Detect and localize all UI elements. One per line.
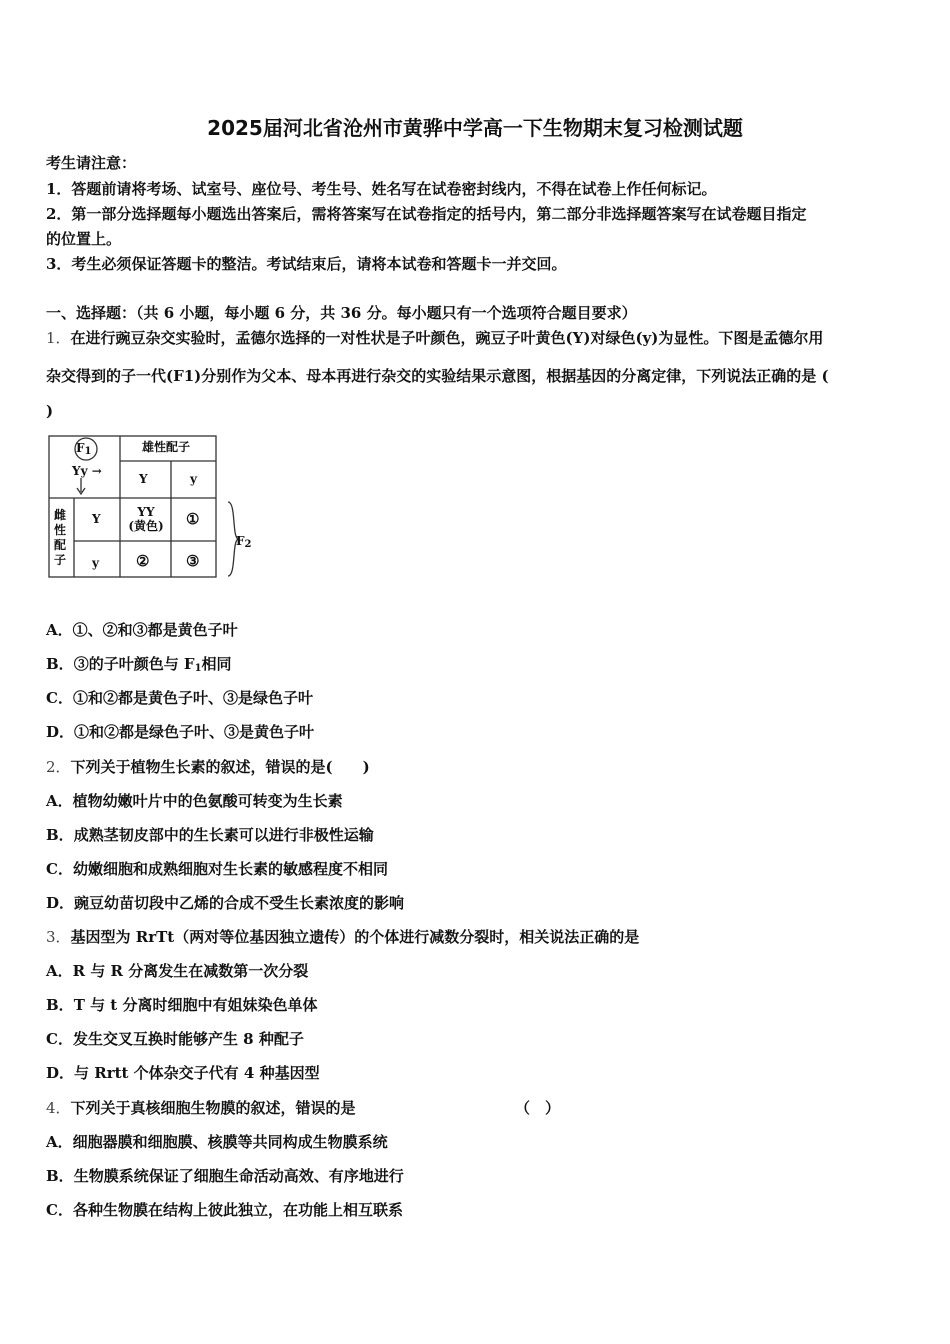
question-number: 1． [46, 329, 71, 347]
notice-item: 2．第一部分选择题每小题选出答案后，需将答案写在试卷指定的括号内，第二部分非选择题答案写在试卷题目指定 [46, 205, 807, 223]
option-c[interactable]: C．发生交叉互换时能够产生 8 种配子 [46, 1030, 304, 1048]
option-c[interactable]: C．各种生物膜在结构上彼此独立，在功能上相互联系 [46, 1201, 403, 1219]
notice-item: 的位置上。 [46, 230, 122, 248]
option-d[interactable]: D．豌豆幼苗切段中乙烯的合成不受生长素浓度的影响 [46, 894, 405, 912]
male-gametes-header: 雄性配子 [142, 440, 191, 454]
question-3-stem: 3．基因型为 RrTt（两对等位基因独立遗传）的个体进行减数分裂时，相关说法正确的是 [46, 928, 640, 946]
option-b[interactable]: B．成熟茎韧皮部中的生长素可以进行非极性运输 [46, 826, 374, 844]
question-1-stem-end: ) [46, 402, 54, 420]
cell-YY: YY (黄色) [128, 505, 164, 533]
notice-item: 1．答题前请将考场、试室号、座位号、考生号、姓名写在试卷密封线内，不得在试卷上作任何标记。 [46, 180, 717, 198]
female-gametes-header: 雌 性 配 子 [54, 508, 67, 567]
section-heading: 一、选择题：（共 6 小题，每小题 6 分，共 36 分。每小题只有一个选项符合题目要求） [46, 304, 637, 322]
option-d[interactable]: D．①和②都是绿色子叶、③是黄色子叶 [46, 723, 315, 741]
option-a[interactable]: A．①、②和③都是黄色子叶 [46, 621, 238, 639]
f1-label: $F_1$ [76, 441, 92, 457]
f2-label: $F_2$ [236, 534, 252, 550]
question-2-stem: 2．下列关于植物生长素的叙述，错误的是( ) [46, 758, 370, 776]
male-gamete-y: y [190, 472, 197, 486]
cell-1: ① [186, 510, 200, 528]
cell-3: ③ [186, 552, 200, 570]
female-gamete-y: y [92, 556, 99, 570]
option-c[interactable]: C．①和②都是黄色子叶、③是绿色子叶 [46, 689, 313, 707]
option-b[interactable]: B．生物膜系统保证了细胞生命活动高效、有序地进行 [46, 1167, 404, 1185]
answer-parentheses: （ ） [515, 1099, 561, 1117]
question-4-stem: 4．下列关于真核细胞生物膜的叙述，错误的是 [46, 1099, 356, 1117]
male-gamete-Y: Y [139, 472, 148, 486]
question-text: 在进行豌豆杂交实验时，孟德尔选择的一对性状是子叶颜色，豌豆子叶黄色(Y)对绿色(y)为显性。下图是孟德尔用 [70, 329, 824, 347]
cell-2: ② [136, 552, 150, 570]
question-1-stem-cont: 杂交得到的子一代(F1)分别作为父本、母本再进行杂交的实验结果示意图，根据基因的分离定律，下列说法正确的是 ( [46, 367, 829, 385]
option-b[interactable]: B．T 与 t 分离时细胞中有姐妹染色单体 [46, 996, 318, 1014]
option-c[interactable]: C．幼嫩细胞和成熟细胞对生长素的敏感程度不相同 [46, 860, 388, 878]
female-gamete-Y: Y [92, 512, 101, 526]
option-a[interactable]: A．细胞器膜和细胞膜、核膜等共同构成生物膜系统 [46, 1133, 388, 1151]
notice-heading: 考生请注意： [46, 154, 137, 172]
option-b[interactable]: B．③的子叶颜色与 $F_1$相同 [46, 655, 232, 674]
option-a[interactable]: A．植物幼嫩叶片中的色氨酸可转变为生长素 [46, 792, 343, 810]
notice-item: 3．考生必须保证答题卡的整洁。考试结束后，请将本试卷和答题卡一并交回。 [46, 255, 567, 273]
parent-genotype: Yy → [72, 464, 102, 478]
question-1-stem [46, 327, 823, 348]
page-title: 2025届河北省沧州市黄骅中学高一下生物期末复习检测试题 [207, 116, 743, 140]
option-a[interactable]: A．R 与 R 分离发生在减数第一次分裂 [46, 962, 309, 980]
punnett-square-diagram [46, 432, 256, 582]
option-d[interactable]: D．与 Rrtt 个体杂交子代有 4 种基因型 [46, 1064, 320, 1082]
